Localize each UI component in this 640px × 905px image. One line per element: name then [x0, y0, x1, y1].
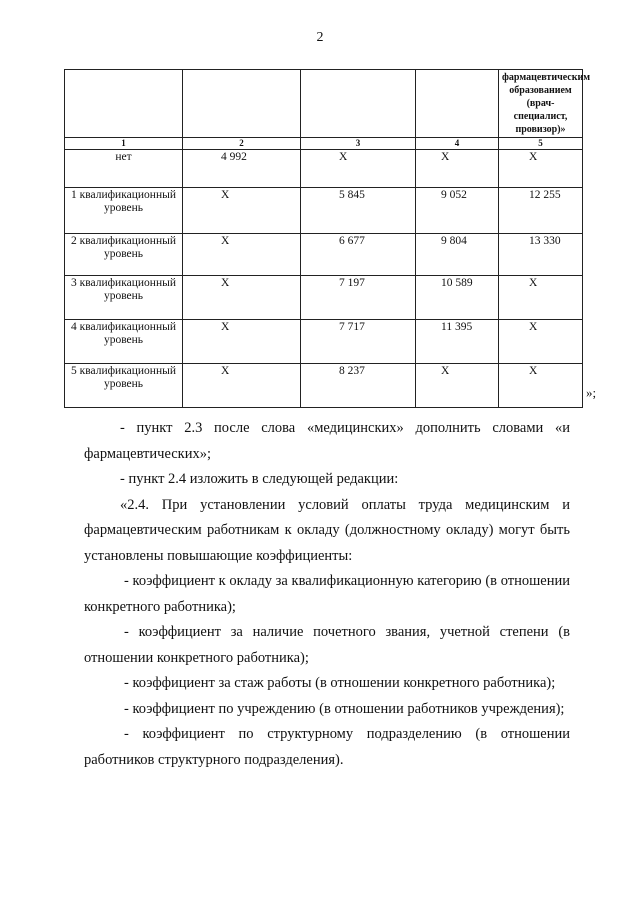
- value-cell: 7 197: [301, 276, 416, 320]
- paragraph: - пункт 2.3 после слова «медицинских» дополнить словами «и фармацевтических»;: [84, 420, 570, 462]
- value-cell: X: [499, 364, 583, 408]
- page-number: 2: [316, 30, 324, 45]
- level-cell: 2 квалификационный уровень: [65, 234, 183, 276]
- value-cell: 11 395: [416, 320, 499, 364]
- value-cell: X: [183, 276, 301, 320]
- value-cell: X: [499, 320, 583, 364]
- value-cell: 13 330: [499, 234, 583, 276]
- column-number: 1: [65, 138, 183, 150]
- column-number: 2: [183, 138, 301, 150]
- level-cell: 5 квалификационный уровень: [65, 364, 183, 408]
- value-cell: 5 845: [301, 188, 416, 234]
- value-cell: 8 237: [301, 364, 416, 408]
- value-cell: X: [499, 276, 583, 320]
- value-cell: X: [183, 234, 301, 276]
- level-cell: 3 квалификационный уровень: [65, 276, 183, 320]
- header-cell-4: [416, 70, 499, 138]
- value-cell: 6 677: [301, 234, 416, 276]
- header-cell-3: [301, 70, 416, 138]
- table-row: [65, 150, 583, 188]
- value-cell: X: [301, 150, 416, 188]
- document-body: [84, 416, 570, 773]
- column-number-row: [65, 138, 583, 150]
- value-cell: X: [183, 320, 301, 364]
- value-cell: X: [416, 150, 499, 188]
- paragraph: - коэффициент за наличие почетного звания, учетной степени (в отношении конкретного работника);: [84, 624, 570, 666]
- level-cell: нет: [65, 150, 183, 188]
- header-cell-1: [65, 70, 183, 138]
- value-cell: 12 255: [499, 188, 583, 234]
- paragraph: - коэффициент к окладу за квалификационную категорию (в отношении конкретного работника);: [84, 573, 570, 615]
- table-row: [65, 364, 583, 408]
- value-cell: X: [416, 364, 499, 408]
- column-number: 3: [301, 138, 416, 150]
- value-cell: X: [183, 188, 301, 234]
- table-row: [65, 188, 583, 234]
- table-row: [65, 234, 583, 276]
- value-cell: 10 589: [416, 276, 499, 320]
- table-closing-quote: »;: [586, 385, 597, 400]
- value-cell: 9 804: [416, 234, 499, 276]
- header-cell-2: [183, 70, 301, 138]
- level-cell: 4 квалификационный уровень: [65, 320, 183, 364]
- paragraph: - коэффициент по структурному подразделению (в отношении работников структурного подразделения).: [84, 726, 570, 768]
- value-cell: 9 052: [416, 188, 499, 234]
- value-cell: X: [183, 364, 301, 408]
- paragraph: - коэффициент по учреждению (в отношении работников учреждения);: [124, 700, 565, 717]
- salary-table: [64, 69, 591, 408]
- level-cell: 1 квалификационный уровень: [65, 188, 183, 234]
- value-cell: X: [499, 150, 583, 188]
- header-cell-5: фармацевтическим образованием (врач-специалист, провизор)»: [499, 70, 583, 138]
- paragraph: - коэффициент за стаж работы (в отношении конкретного работника);: [124, 675, 556, 691]
- column-number: 5: [499, 138, 583, 150]
- column-number: 4: [416, 138, 499, 150]
- paragraph: - пункт 2.4 изложить в следующей редакции:: [120, 471, 399, 487]
- table-header-row: [65, 70, 583, 138]
- table-row: [65, 320, 583, 364]
- value-cell: 7 717: [301, 320, 416, 364]
- table-row: [65, 276, 583, 320]
- value-cell: 4 992: [183, 150, 301, 188]
- paragraph: «2.4. При установлении условий оплаты труда медицинским и фармацевтическим работникам к окладу (должностному окладу) могут быть установлены повышающие коэффициенты:: [84, 496, 570, 564]
